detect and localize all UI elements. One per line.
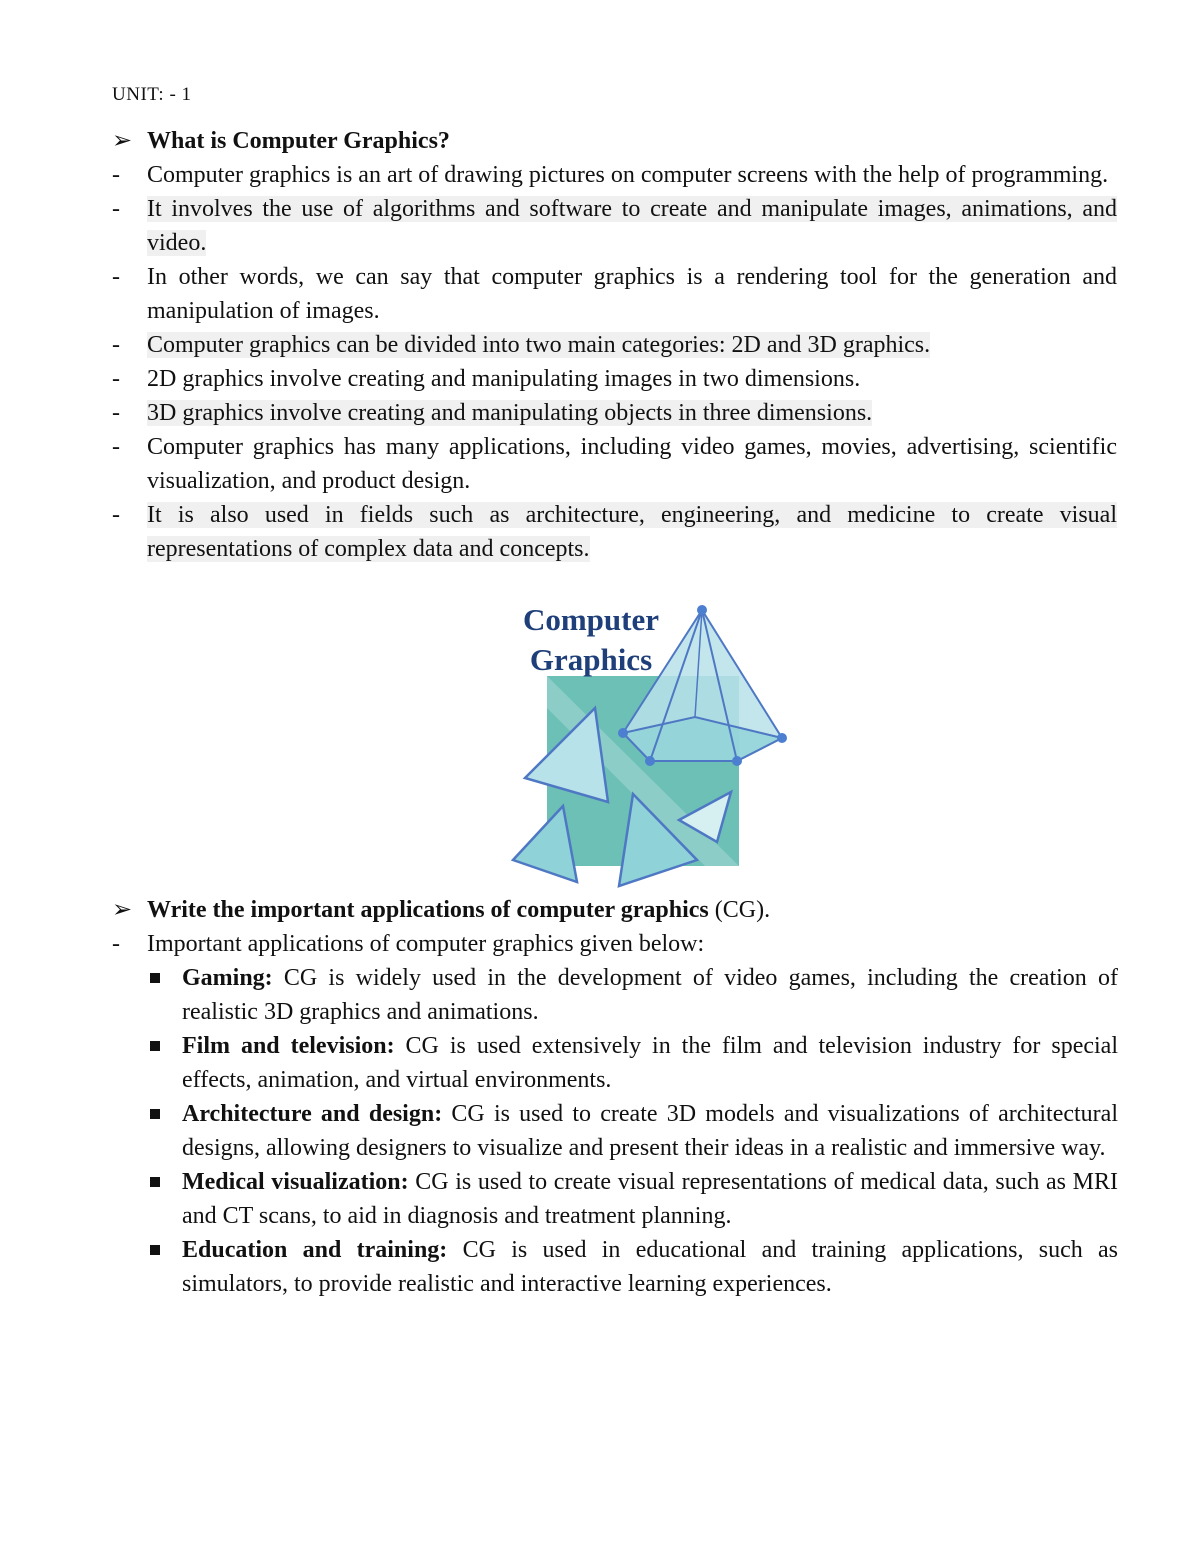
application-text: CG is used extensively in the film and television industry for special effects, animation, and virtual environments.	[182, 1033, 1118, 1093]
vertex-dot	[618, 728, 628, 738]
list-item	[112, 328, 1117, 362]
definition-list	[112, 158, 1117, 566]
square-bullet-icon	[150, 1245, 160, 1255]
vertex-dot	[732, 756, 742, 766]
vertex-dot	[777, 733, 787, 743]
dash-bullet-icon: -	[112, 196, 120, 222]
application-text: CG is used in educational and training applications, such as simulators, to provide realistic and interactive learning experiences.	[182, 1237, 1118, 1297]
section-heading-what-is-cg	[112, 124, 1122, 158]
dash-bullet-icon: -	[112, 502, 120, 528]
list-item-text: In other words, we can say that computer graphics is a rendering tool for the generation and manipulation of images.	[147, 264, 1117, 324]
application-term: Education and training:	[182, 1237, 448, 1263]
application-item-architecture	[148, 1097, 1118, 1165]
list-item	[112, 927, 1117, 961]
figure-title-line2: Graphics	[529, 642, 653, 677]
list-item-text: It is also used in fields such as architecture, engineering, and medicine to create visual representations of complex data and concepts.	[147, 502, 1117, 562]
list-item-text: 3D graphics involve creating and manipulating objects in three dimensions.	[147, 400, 873, 426]
heading-tail-text: (CG).	[708, 897, 771, 923]
heading-text: What is Computer Graphics?	[147, 128, 450, 154]
heading-text	[147, 893, 1122, 927]
figure-title-line1: Computer	[522, 602, 660, 637]
arrow-bullet-icon: ➢	[112, 128, 133, 154]
application-term: Medical visualization:	[182, 1169, 409, 1195]
dash-bullet-icon: -	[112, 931, 120, 957]
application-text: CG is used to create visual representations of medical data, such as MRI and CT scans, to aid in diagnosis and treatment planning.	[182, 1169, 1118, 1229]
list-item	[112, 192, 1117, 260]
unit-label: UNIT: - 1	[112, 84, 192, 105]
dash-bullet-icon: -	[112, 332, 120, 358]
list-item-text: Important applications of computer graphics given below:	[147, 931, 705, 957]
dash-bullet-icon: -	[112, 162, 120, 188]
application-term: Architecture and design:	[182, 1101, 443, 1127]
application-text: CG is used to create 3D models and visualizations of architectural designs, allowing designers to visualize and present their ideas in a realistic and immersive way.	[182, 1101, 1118, 1161]
application-item-education	[148, 1233, 1118, 1301]
list-item-text: Computer graphics is an art of drawing pictures on computer screens with the help of programming.	[147, 162, 1109, 188]
dash-bullet-icon: -	[112, 366, 120, 392]
list-item-text: Computer graphics has many applications, including video games, movies, advertising, scientific visualization, and product design.	[147, 434, 1117, 494]
vertex-dot	[645, 756, 655, 766]
list-item	[112, 396, 1117, 430]
applications-list	[148, 961, 1118, 1301]
square-bullet-icon	[150, 1041, 160, 1051]
dash-bullet-icon: -	[112, 264, 120, 290]
list-item	[112, 158, 1117, 192]
square-bullet-icon	[150, 973, 160, 983]
dash-bullet-icon: -	[112, 434, 120, 460]
vertex-dot	[697, 605, 707, 615]
list-item-text: Computer graphics can be divided into two main categories: 2D and 3D graphics.	[147, 332, 931, 358]
application-item-medical	[148, 1165, 1118, 1233]
square-bullet-icon	[150, 1109, 160, 1119]
applications-intro-list	[112, 927, 1117, 961]
application-term: Film and television:	[182, 1033, 395, 1059]
list-item	[112, 430, 1117, 498]
computer-graphics-illustration	[505, 598, 805, 890]
application-item-gaming	[148, 961, 1118, 1029]
list-item	[112, 362, 1117, 396]
application-item-film	[148, 1029, 1118, 1097]
list-item-text: 2D graphics involve creating and manipulating images in two dimensions.	[147, 366, 861, 392]
arrow-bullet-icon: ➢	[112, 897, 133, 923]
section-heading-applications	[112, 893, 1122, 927]
square-bullet-icon	[150, 1177, 160, 1187]
list-item	[112, 498, 1117, 566]
dash-bullet-icon: -	[112, 400, 120, 426]
application-term: Gaming:	[182, 965, 273, 991]
application-text: CG is widely used in the development of video games, including the creation of realistic 3D graphics and animations.	[182, 965, 1118, 1025]
heading-bold-text: Write the important applications of computer graphics	[147, 897, 709, 923]
list-item	[112, 260, 1117, 328]
list-item-text: It involves the use of algorithms and software to create and manipulate images, animations, and video.	[147, 196, 1117, 256]
